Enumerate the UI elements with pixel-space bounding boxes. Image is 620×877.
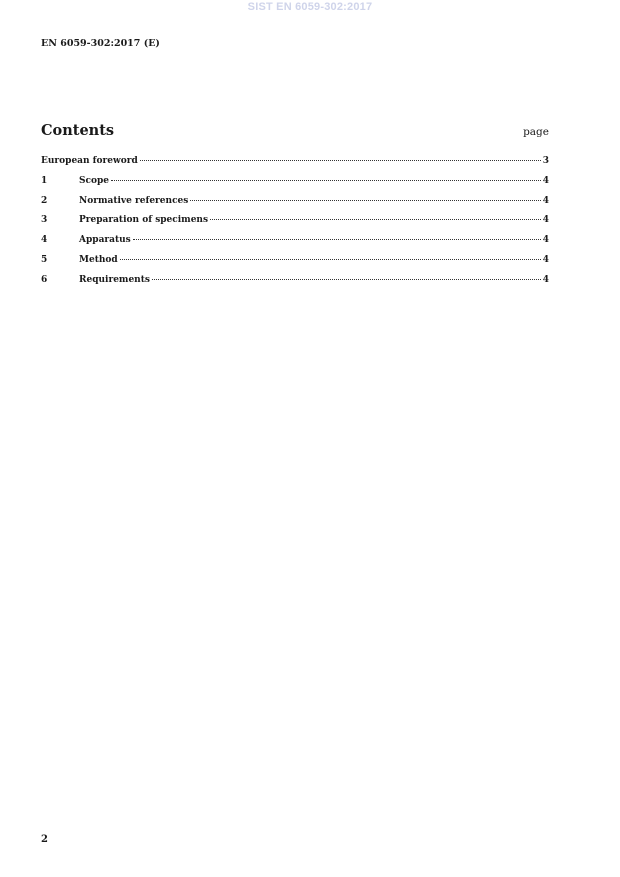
toc-entry-number: 2 bbox=[41, 195, 48, 206]
toc-entry-page: 4 bbox=[542, 235, 549, 246]
toc-entry-page: 4 bbox=[542, 254, 549, 265]
toc-entry-method[interactable] bbox=[41, 255, 549, 275]
table-of-contents bbox=[41, 156, 549, 295]
toc-entry-requirements[interactable] bbox=[41, 275, 549, 295]
toc-entry-title: Normative references bbox=[79, 195, 189, 206]
footer-page-number: 2 bbox=[41, 834, 48, 845]
document-id: EN 6059-302:2017 (E) bbox=[41, 38, 160, 49]
toc-leader-dots bbox=[111, 180, 541, 181]
page-column-label: page bbox=[523, 126, 549, 138]
toc-entry-foreword[interactable] bbox=[41, 156, 549, 176]
toc-entry-title: Apparatus bbox=[79, 235, 131, 246]
toc-entry-number: 6 bbox=[41, 274, 48, 285]
toc-entry-page: 4 bbox=[542, 195, 549, 206]
toc-leader-dots bbox=[210, 219, 541, 220]
toc-leader-dots bbox=[133, 239, 541, 240]
toc-entry-page: 4 bbox=[542, 274, 549, 285]
toc-entry-normative-references[interactable] bbox=[41, 196, 549, 216]
toc-entry-page: 4 bbox=[542, 175, 549, 186]
toc-entry-apparatus[interactable] bbox=[41, 235, 549, 255]
toc-entry-title: European foreword bbox=[41, 156, 138, 166]
toc-entry-title: Scope bbox=[79, 175, 110, 186]
toc-entry-title: Preparation of specimens bbox=[79, 215, 209, 226]
toc-entry-number: 1 bbox=[41, 175, 48, 186]
toc-leader-dots bbox=[140, 160, 541, 161]
toc-entry-number: 3 bbox=[41, 215, 48, 226]
toc-entry-number: 4 bbox=[41, 235, 48, 246]
toc-leader-dots bbox=[152, 279, 541, 280]
toc-leader-dots bbox=[190, 200, 540, 201]
toc-entry-number: 5 bbox=[41, 254, 48, 265]
toc-entry-title: Requirements bbox=[79, 274, 150, 285]
toc-leader-dots bbox=[120, 259, 541, 260]
toc-entry-page: 3 bbox=[542, 156, 549, 166]
watermark: SIST EN 6059-302:2017 bbox=[247, 1, 373, 13]
toc-entry-title: Method bbox=[79, 254, 118, 265]
toc-entry-preparation-of-specimens[interactable] bbox=[41, 215, 549, 235]
toc-entry-scope[interactable] bbox=[41, 176, 549, 196]
toc-entry-page: 4 bbox=[542, 215, 549, 226]
contents-title: Contents bbox=[41, 122, 115, 139]
contents-header bbox=[41, 122, 549, 139]
